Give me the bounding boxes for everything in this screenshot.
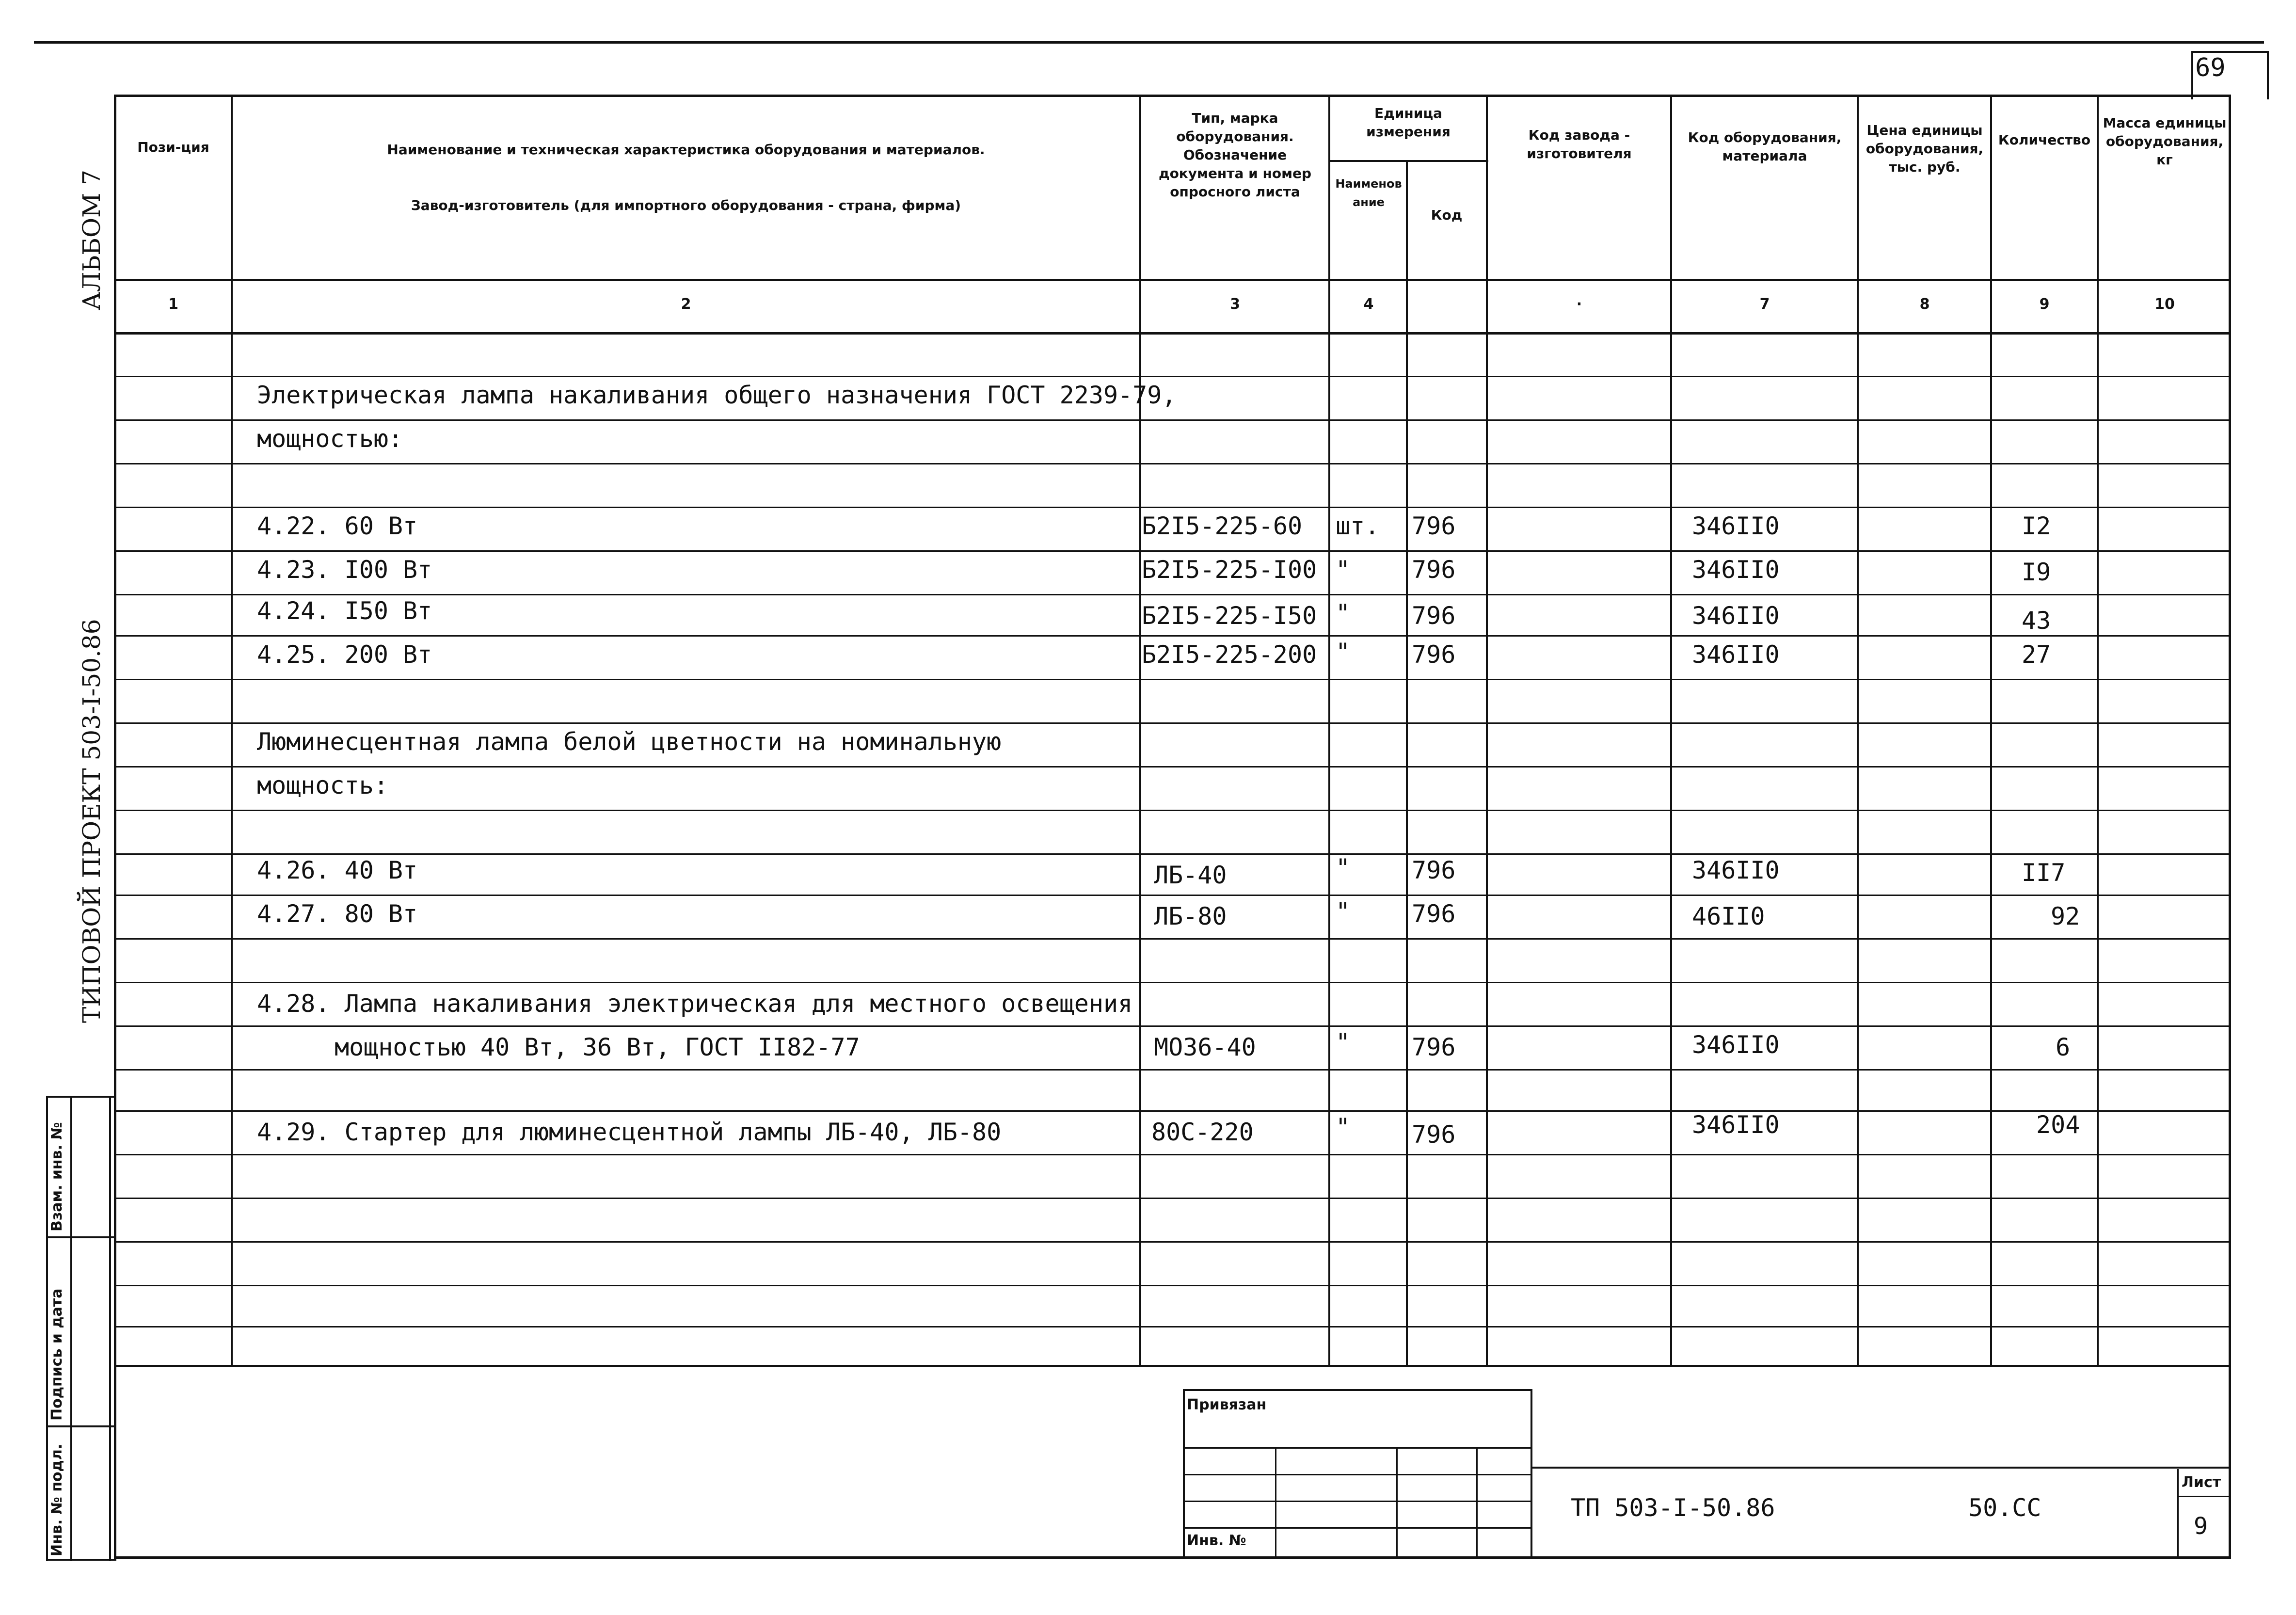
- col-number-9: 9: [2039, 296, 2050, 313]
- row-type: Б2I5-225-60: [1142, 512, 1303, 540]
- section3-line1: 4.28. Лампа накаливания электрическая для местного освещения: [257, 990, 1133, 1018]
- top-border: [34, 41, 2264, 44]
- row-name: 4.25. 200 Вт: [257, 640, 432, 669]
- col-number-2: 2: [681, 296, 691, 313]
- col-number-1: 1: [168, 296, 178, 313]
- col-number-10: 10: [2154, 296, 2175, 313]
- row-material-code: 346II0: [1692, 1031, 1780, 1059]
- unit-group-divider: [1328, 160, 1488, 162]
- doc-code: ТП 503-I-50.86: [1571, 1494, 1775, 1522]
- sheet-box-divider: [2177, 1496, 2230, 1497]
- inv-no-label: Инв. №: [1187, 1532, 1246, 1549]
- col-line-3: [1328, 95, 1330, 1365]
- row-unit: ": [1336, 556, 1351, 584]
- row-type: Б2I5-225-I00: [1142, 556, 1317, 584]
- row-name: 4.27. 80 Вт: [257, 900, 418, 928]
- privyazan-row4: [1183, 1527, 1532, 1529]
- album-label: АЛЬБОМ 7: [78, 170, 106, 310]
- col-line-5: [1486, 95, 1488, 1365]
- row-material-code: 346II0: [1692, 512, 1780, 540]
- doc-suffix: 50.СС: [1968, 1494, 2041, 1522]
- header-col10: Масса единицы оборудования, кг: [2103, 115, 2227, 168]
- row-line: [114, 766, 2231, 768]
- frame-right: [2229, 95, 2231, 1559]
- header-col9: Количество: [1998, 132, 2091, 148]
- privyazan-label: Привязан: [1187, 1396, 1267, 1413]
- stamp-strip-mid: [70, 1096, 72, 1561]
- stamp-strip-left: [46, 1096, 48, 1561]
- row-material-code: 346II0: [1692, 1111, 1780, 1139]
- row-line: [114, 376, 2231, 377]
- privyazan-col1: [1275, 1447, 1276, 1559]
- row-unit: ": [1336, 1028, 1351, 1056]
- row-line: [114, 550, 2231, 552]
- row-type: 80С-220: [1151, 1118, 1254, 1146]
- row-line: [114, 1326, 2231, 1327]
- row-line: [114, 1110, 2231, 1112]
- row-line: [114, 635, 2231, 637]
- row-code: 796: [1412, 556, 1456, 584]
- col-line-6: [1670, 95, 1672, 1365]
- row-line: [114, 594, 2231, 595]
- row-line: [114, 679, 2231, 680]
- project-label: ТИПОВОЙ ПРОЕКТ 503-I-50.86: [78, 619, 106, 1023]
- privyazan-top: [1183, 1389, 1532, 1391]
- section3-line2: мощностью 40 Вт, 36 Вт, ГОСТ II82-77: [335, 1033, 860, 1061]
- sheet-box-left: [2177, 1469, 2179, 1559]
- sheet-label: Лист: [2182, 1474, 2221, 1491]
- row-material-code: 346II0: [1692, 856, 1780, 884]
- row-name: 4.26. 40 Вт: [257, 856, 418, 884]
- col-number-8: 8: [1919, 296, 1930, 313]
- row-code: 796: [1412, 1033, 1456, 1061]
- row-name: 4.22. 60 Вт: [257, 512, 418, 540]
- page-number-box-top: [2191, 51, 2269, 53]
- header-col3: Тип, марка оборудования. Обозначение документа и номер опросного листа: [1158, 110, 1312, 200]
- header-col4: Наименование: [1335, 177, 1402, 209]
- col-line-2: [1139, 95, 1141, 1365]
- podpis-label: Подпись и дата: [48, 1288, 65, 1421]
- col-line-7: [1857, 95, 1859, 1365]
- col-line-8: [1990, 95, 1992, 1365]
- privyazan-row2: [1183, 1474, 1532, 1475]
- col-number-7: 7: [1759, 296, 1770, 313]
- doc-code-top: [1531, 1467, 2231, 1469]
- row-unit: ": [1336, 1113, 1351, 1141]
- privyazan-row3: [1183, 1501, 1532, 1502]
- frame-top: [114, 95, 2231, 97]
- privyazan-col3: [1476, 1447, 1478, 1559]
- row-code: 796: [1412, 856, 1456, 884]
- col-number-4: 4: [1363, 296, 1374, 313]
- row-material-code: 46II0: [1692, 902, 1765, 930]
- row-quantity: I2: [2022, 512, 2051, 540]
- row-unit: ": [1336, 897, 1351, 926]
- row-unit: ": [1336, 599, 1351, 627]
- stamp-strip-right: [109, 1096, 111, 1561]
- row-quantity: 43: [2022, 607, 2051, 635]
- header-unit-group: Единица измерения: [1366, 105, 1451, 140]
- col-line-4: [1406, 160, 1408, 1365]
- row-unit: шт.: [1336, 512, 1380, 540]
- row-name: 4.24. I50 Вт: [257, 597, 432, 625]
- row-unit: ": [1336, 854, 1351, 882]
- vzam-label: Взам. инв. №: [48, 1122, 65, 1231]
- page-number-box-right: [2267, 51, 2269, 99]
- row-line: [114, 419, 2231, 421]
- page-number: 69: [2195, 53, 2226, 82]
- row-line: [114, 810, 2231, 811]
- row-line: [114, 1025, 2231, 1027]
- row-line: [114, 938, 2231, 940]
- row-code: 796: [1412, 512, 1456, 540]
- privyazan-row1: [1183, 1447, 1532, 1449]
- row-quantity: I9: [2022, 558, 2051, 586]
- header-col2-line2: Завод-изготовитель (для импортного оборудования - страна, фирма): [411, 197, 961, 213]
- row-code: 796: [1412, 640, 1456, 669]
- stamp-strip-div2: [46, 1425, 116, 1427]
- stamp-strip-div1: [46, 1236, 116, 1238]
- col-numbers-bottom: [114, 332, 2231, 335]
- page-number-box-left: [2191, 51, 2193, 99]
- row-quantity: 6: [2056, 1033, 2071, 1061]
- row-name: 4.29. Стартер для люминесцентной лампы ЛБ-40, ЛБ-80: [257, 1118, 1002, 1146]
- row-type: Б2I5-225-200: [1142, 640, 1317, 669]
- frame-bottom: [114, 1556, 2231, 1559]
- row-code: 796: [1412, 900, 1456, 928]
- col-line-9: [2097, 95, 2099, 1365]
- header-col8: Цена единицы оборудования, тыс. руб.: [1866, 122, 1984, 175]
- frame-left: [114, 95, 116, 1559]
- section2-line1: Люминесцентная лампа белой цветности на номинальную: [257, 728, 1002, 756]
- header-col2-line1: Наименование и техническая характеристика оборудования и материалов.: [387, 142, 985, 158]
- row-line: [114, 722, 2231, 724]
- section1-line1: Электрическая лампа накаливания общего назначения ГОСТ 2239-79,: [257, 381, 1177, 409]
- row-type: ЛБ-40: [1154, 861, 1227, 889]
- row-line: [114, 1241, 2231, 1243]
- row-type: ЛБ-80: [1154, 902, 1227, 930]
- row-line: [114, 1198, 2231, 1199]
- row-unit: ": [1336, 638, 1351, 666]
- header-col7: Код оборудования, материала: [1688, 129, 1842, 164]
- row-line: [114, 895, 2231, 896]
- row-material-code: 346II0: [1692, 640, 1780, 669]
- row-line: [114, 1154, 2231, 1155]
- row-quantity: II7: [2022, 859, 2066, 887]
- row-quantity: 27: [2022, 640, 2051, 669]
- sheet-number: 9: [2194, 1513, 2208, 1540]
- row-line: [114, 507, 2231, 508]
- row-type: МО36-40: [1154, 1033, 1256, 1061]
- header-col5: Код: [1431, 207, 1463, 223]
- row-type: Б2I5-225-I50: [1142, 602, 1317, 630]
- header-bottom: [114, 279, 2231, 281]
- header-col1: Пози-ция: [137, 139, 209, 155]
- row-line: [114, 982, 2231, 983]
- row-code: 796: [1412, 1120, 1456, 1149]
- privyazan-col2: [1396, 1447, 1398, 1559]
- header-col6: Код завода - изготовителя: [1527, 127, 1632, 161]
- row-material-code: 346II0: [1692, 602, 1780, 630]
- row-code: 796: [1412, 602, 1456, 630]
- row-quantity: 92: [2051, 902, 2080, 930]
- row-line: [114, 1285, 2231, 1286]
- row-line: [114, 853, 2231, 855]
- section2-line2: мощность:: [257, 771, 388, 800]
- col-number-3: 3: [1230, 296, 1240, 313]
- stamp-strip-top: [46, 1096, 116, 1098]
- section1-line2: мощностью:: [257, 425, 403, 453]
- inv-podl-label: Инв. № подл.: [48, 1443, 65, 1556]
- row-name: 4.23. I00 Вт: [257, 556, 432, 584]
- stamp-strip-bottom: [46, 1559, 116, 1561]
- table-bottom: [114, 1365, 2231, 1367]
- col-line-1: [231, 95, 233, 1365]
- row-line: [114, 463, 2231, 464]
- row-quantity: 204: [2036, 1111, 2080, 1139]
- row-line: [114, 1069, 2231, 1071]
- row-material-code: 346II0: [1692, 556, 1780, 584]
- col-number-6: ·: [1576, 296, 1582, 313]
